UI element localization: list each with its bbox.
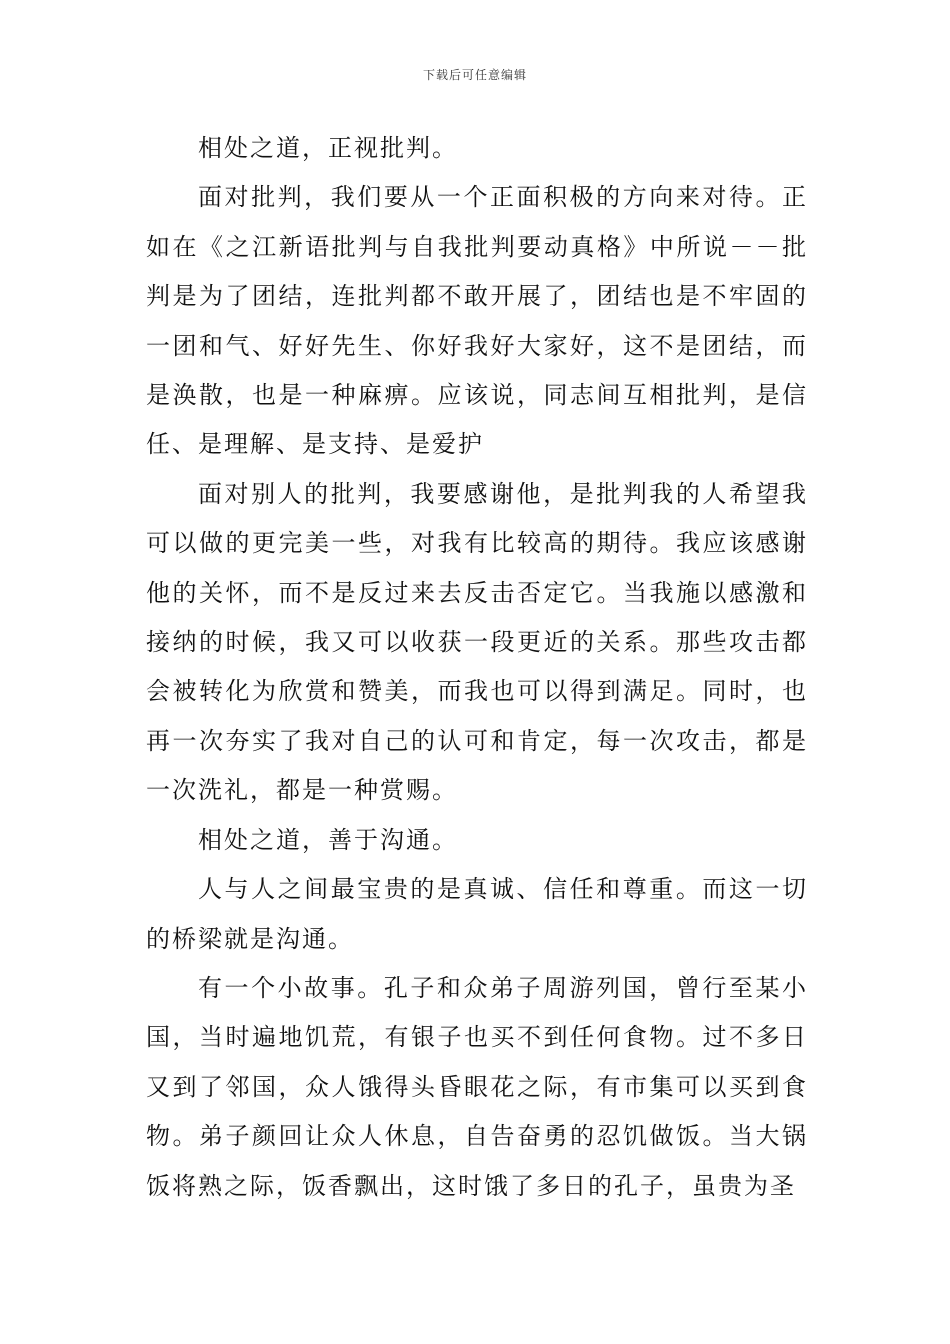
body-text (146, 124, 808, 1211)
paragraph: 面对批判，我们要从一个正面积极的方向来对待。正如在《之江新语批判与自我批判要动真格》中所说－－批判是为了团结，连批判都不敢开展了，团结也是不牢固的一团和气、好好先生、你好我好大家好，这不是团结，而是涣散，也是一种麻痹。应该说，同志间互相批判，是信任、是理解、是支持、是爱护 (146, 183, 808, 459)
paragraph: 人与人之间最宝贵的是真诚、信任和尊重。而这一切的桥梁就是沟通。 (146, 875, 808, 953)
paragraph: 面对别人的批判，我要感谢他，是批判我的人希望我可以做的更完美一些，对我有比较高的期待。我应该感谢他的关怀，而不是反过来去反击否定它。当我施以感激和接纳的时候，我又可以收获一段更近的关系。那些攻击都会被转化为欣赏和赞美，而我也可以得到满足。同时，也再一次夯实了我对自己的认可和肯定，每一次攻击，都是一次洗礼，都是一种赏赐。 (146, 479, 808, 805)
paragraph-heading-communication: 相处之道，善于沟通。 (198, 825, 458, 854)
header-note: 下载后可任意编辑 (422, 68, 527, 82)
paragraph: 有一个小故事。孔子和众弟子周游列国，曾行至某小国，当时遍地饥荒，有银子也买不到任何食物。过不多日又到了邻国，众人饿得头昏眼花之际，有市集可以买到食物。弟子颜回让众人休息，自告奋勇的忍饥做饭。当大锅饭将熟之际，饭香飘出，这时饿了多日的孔子，虽贵为圣 (146, 973, 808, 1200)
paragraph-heading-criticism: 相处之道，正视批判。 (198, 134, 458, 162)
